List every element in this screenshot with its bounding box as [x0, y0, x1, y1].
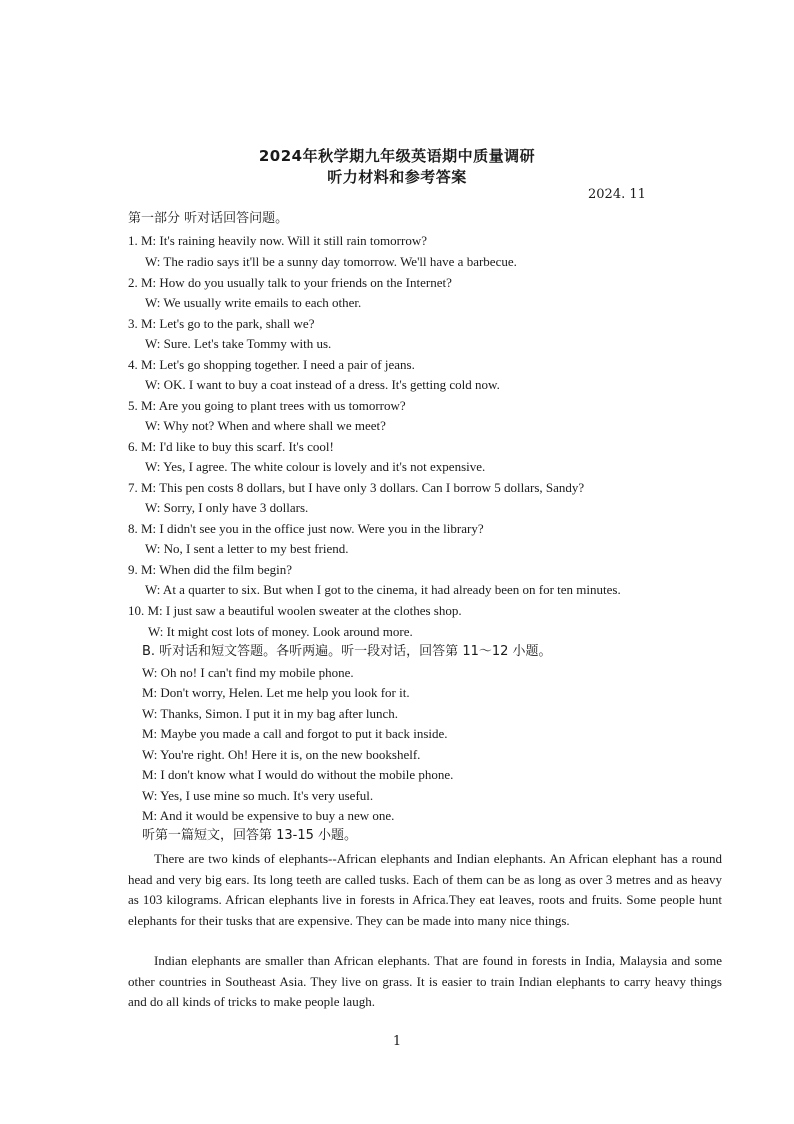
conversation-line: M: And it would be expensive to buy a new one. — [142, 808, 395, 823]
conversation-line: W: You're right. Oh! Here it is, on the new bookshelf. — [142, 747, 421, 762]
conversation-line: M: Maybe you made a call and forgot to put it back inside. — [142, 726, 448, 741]
dialogue-line: 3. M: Let's go to the park, shall we? — [128, 316, 315, 331]
dialogue-line: 2. M: How do you usually talk to your friends on the Internet? — [128, 275, 452, 290]
page-number: 1 — [392, 1034, 402, 1049]
dialogue-line: W: The radio says it'll be a sunny day tomorrow. We'll have a barbecue. — [145, 254, 517, 269]
conversation-line: W: Yes, I use mine so much. It's very useful. — [142, 788, 374, 803]
conversation-line: M: I don't know what I would do without the mobile phone. — [142, 767, 454, 782]
dialogue-line: 9. M: When did the film begin? — [128, 562, 293, 577]
dialogue-line: W: OK. I want to buy a coat instead of a dress. It's getting cold now. — [145, 377, 500, 392]
dialogue-line: W: At a quarter to six. But when I got to the cinema, it had already been on for ten minutes. — [145, 582, 621, 597]
passage-heading: 听第一篇短文，回答第 13-15 小题。 — [142, 828, 358, 843]
dialogue-line: W: Why not? When and where shall we meet? — [145, 418, 386, 433]
dialogue-line: W: Sure. Let's take Tommy with us. — [145, 336, 332, 351]
dialogue-line: 4. M: Let's go shopping together. I need a pair of jeans. — [128, 357, 415, 372]
conversation-line: M: Don't worry, Helen. Let me help you look for it. — [142, 685, 410, 700]
dialogue-line: W: We usually write emails to each other. — [145, 295, 362, 310]
dialogue-line: W: No, I sent a letter to my best friend. — [145, 541, 349, 556]
dialogue-line: 7. M: This pen costs 8 dollars, but I have only 3 dollars. Can I borrow 5 dollars, Sandy? — [128, 480, 585, 495]
passage-paragraph: Indian elephants are smaller than African elephants. That are found in forests in India, Malaysia and some other countries in Southeast Asia. They live on grass. It is easier to train Indian elephants to carry heavy things and do all kinds of tricks to make people laugh. — [128, 953, 722, 1009]
dialogue-line: 10. M: I just saw a beautiful woolen sweater at the clothes shop. — [128, 603, 462, 618]
dialogue-line: 6. M: I'd like to buy this scarf. It's cool! — [128, 439, 334, 454]
dialogue-line: 1. M: It's raining heavily now. Will it still rain tomorrow? — [128, 233, 427, 248]
dialogue-line: 8. M: I didn't see you in the office just now. Were you in the library? — [128, 521, 484, 536]
document-subtitle: 听力材料和参考答案 — [327, 168, 467, 186]
document-date: 2024. 11 — [588, 187, 646, 202]
part1-heading: 第一部分 听对话回答问题。 — [128, 211, 289, 226]
passage-paragraph: There are two kinds of elephants--African elephants and Indian elephants. An African elephant has a round head and very big ears. Its long teeth are called tusks. Each of them can be as long as over 3 metres and as heavy as 103 kilograms. African elephants live in forests in Africa.They eat leaves, roots and fruits. Some people hunt elephants for their tusks that are expensive. They can be made into many nice things. — [128, 851, 722, 928]
dialogue-line: W: Sorry, I only have 3 dollars. — [145, 500, 309, 515]
conversation-line: W: Thanks, Simon. I put it in my bag after lunch. — [142, 706, 398, 721]
part-b-heading: B. 听对话和短文答题。各听两遍。听一段对话，回答第 11～12 小题。 — [142, 644, 552, 659]
document-title: 2024年秋学期九年级英语期中质量调研 — [258, 147, 536, 165]
dialogue-line: 5. M: Are you going to plant trees with us tomorrow? — [128, 398, 406, 413]
conversation-line: W: Oh no! I can't find my mobile phone. — [142, 665, 354, 680]
dialogue-line: W: Yes, I agree. The white colour is lovely and it's not expensive. — [145, 459, 486, 474]
dialogue-line: W: It might cost lots of money. Look around more. — [148, 624, 413, 639]
